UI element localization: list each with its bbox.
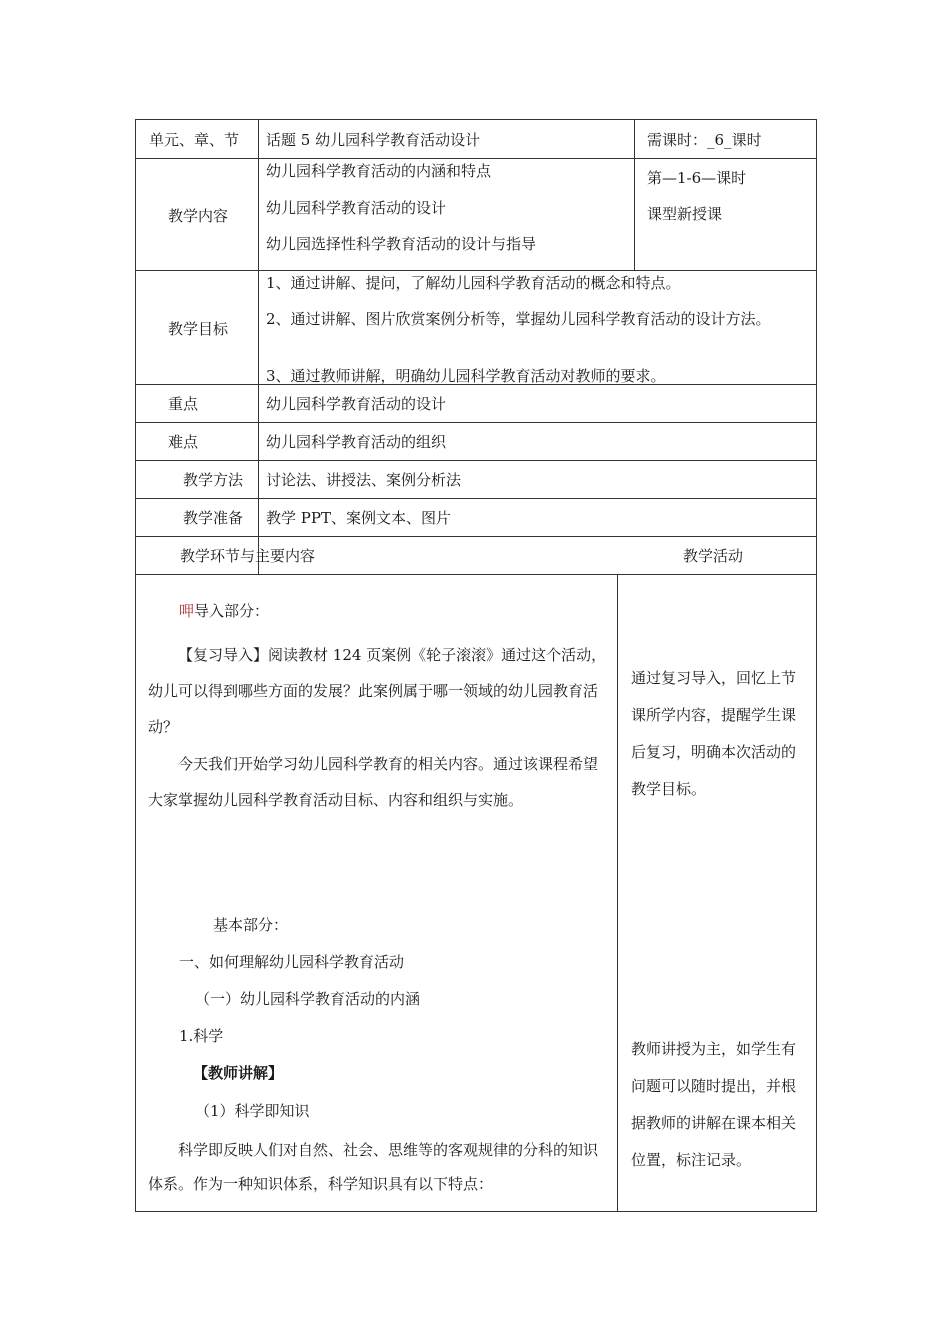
table-rule [135, 119, 136, 1212]
objective-item: 1、通过讲解、提问，了解幼儿园科学教育活动的概念和特点。 [266, 274, 681, 292]
method-label: 教学方法 [183, 471, 244, 489]
process-right-header: 教学活动 [683, 547, 744, 565]
table-rule [634, 119, 635, 271]
content-label: 教学内容 [168, 207, 229, 225]
activity-note: 通过复习导入，回忆上节课所学内容，提醒学生课后复习，明确本次活动的教学目标。 [631, 669, 797, 798]
unit-label: 单元、章、节 [149, 131, 240, 149]
review-paragraph [148, 637, 610, 745]
required-hours [647, 131, 762, 149]
table-rule [816, 119, 817, 1212]
difficulty-label: 难点 [168, 433, 199, 451]
subsection-heading: （一）幼儿园科学教育活动的内涵 [195, 990, 421, 1008]
teacher-tag: 【教师讲解】 [193, 1064, 284, 1082]
table-rule [617, 574, 618, 1212]
table-rule [135, 1211, 817, 1212]
key-point-value: 幼儿园科学教育活动的设计 [266, 395, 447, 413]
content-item: 幼儿园科学教育活动的设计 [266, 199, 447, 217]
table-rule [135, 498, 817, 499]
basic-title: 基本部分： [213, 916, 289, 934]
hours-prefix: 需课时： [647, 131, 708, 149]
table-rule [258, 119, 259, 574]
review-tag: 【复习导入】 [178, 646, 269, 664]
lesson-type: 课型新授课 [647, 205, 723, 223]
method-value: 讨论法、讲授法、案例分析法 [266, 471, 462, 489]
intro-heading [179, 602, 269, 620]
intro-title: 导入部分： [194, 602, 270, 620]
hours-value: _6_ [707, 131, 732, 149]
objective-item: 3、通过教师讲解，明确幼儿园科学教育活动对教师的要求。 [266, 367, 666, 385]
table-rule [135, 158, 817, 159]
item-heading: 1.科学 [179, 1027, 224, 1045]
hours-suffix: 课时 [731, 131, 762, 149]
preparation-label: 教学准备 [183, 509, 244, 527]
content-item: 幼儿园选择性科学教育活动的设计与指导 [266, 235, 537, 253]
objectives-label: 教学目标 [168, 320, 229, 338]
process-left-header: 教学环节与主要内容 [180, 547, 316, 565]
preparation-value: 教学 PPT、案例文本、图片 [266, 509, 451, 527]
table-rule [135, 536, 817, 537]
activity-note: 教师讲授为主，如学生有问题可以随时提出，并根据教师的讲解在课本相关位置，标注记录。 [631, 1040, 797, 1169]
table-rule [135, 270, 817, 271]
difficulty-value: 幼儿园科学教育活动的组织 [266, 433, 447, 451]
science-paragraph: 科学即反映人们对自然、社会、思维等的客观规律的分科的知识体系。作为一种知识体系，科学知识具有以下特点： [148, 1141, 599, 1193]
objective-item: 2、通过讲解、图片欣赏案例分析等，掌握幼儿园科学教育活动的设计方法。 [266, 310, 771, 328]
key-point-label: 重点 [168, 395, 199, 413]
topic-title: 话题 5 幼儿园科学教育活动设计 [266, 131, 481, 149]
table-rule [135, 422, 817, 423]
table-rule [135, 460, 817, 461]
table-rule [135, 574, 817, 575]
lesson-period: 第—1-6—课时 [647, 169, 747, 187]
today-paragraph: 今天我们开始学习幼儿园科学教育的相关内容。通过该课程希望大家掌握幼儿园科学教育活动目标、内容和组织与实施。 [148, 755, 599, 809]
lesson-plan-table [135, 119, 817, 1212]
point-heading: （1）科学即知识 [195, 1102, 310, 1120]
section-heading: 一、如何理解幼儿园科学教育活动 [179, 953, 405, 971]
table-rule [135, 119, 817, 120]
review-text: 阅读教材 124 页案例《轮子滚滚》通过这个活动，幼儿可以得到哪些方面的发展？此案例属于哪一领域的幼儿园教育活动？ [148, 646, 607, 736]
intro-mark: 呷 [179, 602, 195, 620]
content-item: 幼儿园科学教育活动的内涵和特点 [266, 162, 492, 180]
